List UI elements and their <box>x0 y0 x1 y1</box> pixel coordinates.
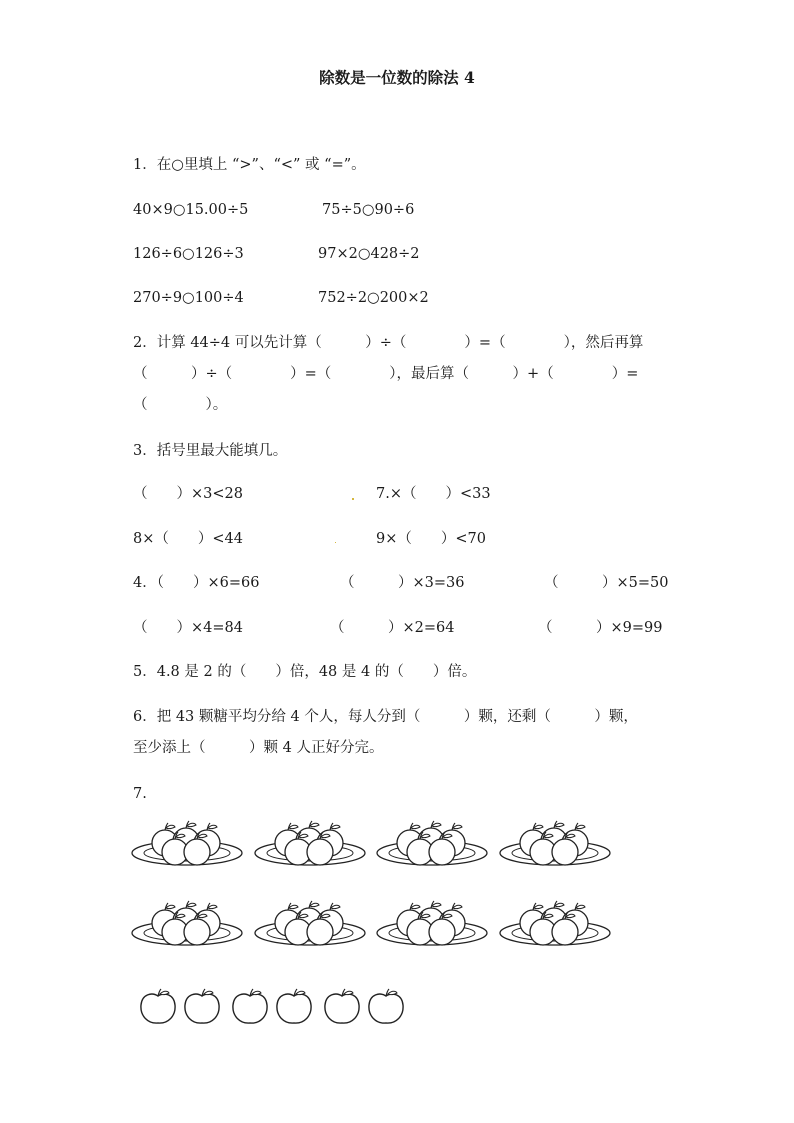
stray-mark <box>352 498 354 500</box>
q6-line1: 6．把 43 颗糖平均分给 4 个人，每人分到（ ）颗，还剩（ ）颗， <box>133 709 638 725</box>
stray-mark <box>335 542 336 543</box>
q4-row2-c: （ ）×9=99 <box>538 620 663 636</box>
q1-row1-right: 75÷5○90÷6 <box>322 202 415 218</box>
q2-line3: （ ）。 <box>133 397 228 413</box>
q1-heading: 1．在○里填上 “>”、“<” 或 “=”。 <box>133 157 366 173</box>
q1-row2-right: 97×2○428÷2 <box>318 246 420 262</box>
apple-plate <box>377 821 487 865</box>
apple <box>369 989 403 1023</box>
q5-text: 5．4.8 是 2 的（ ）倍，48 是 4 的（ ）倍。 <box>133 664 477 680</box>
apple <box>277 989 311 1023</box>
q2-line1: 2．计算 44÷4 可以先计算（ ）÷（ ）=（ ），然后再算 <box>133 335 644 351</box>
apple-plate <box>255 901 365 945</box>
q4-row2-a: （ ）×4=84 <box>133 620 243 636</box>
q1-row3-right: 752÷2○200×2 <box>318 290 429 306</box>
q6-line2: 至少添上（ ）颗 4 人正好分完。 <box>133 740 384 756</box>
q3-row2-right: 9×（ ）<70 <box>376 531 486 547</box>
q3-row2-left: 8×（ ）<44 <box>133 531 243 547</box>
plate-row-1 <box>132 821 610 865</box>
q1-row2-left: 126÷6○126÷3 <box>133 246 244 262</box>
apple-plate <box>255 821 365 865</box>
loose-apples-illustration <box>135 985 415 1035</box>
q3-row1-left: （ ）×3<28 <box>133 486 243 502</box>
plate-row-2 <box>132 901 610 945</box>
q2-line2: （ ）÷（ ）=（ ），最后算（ ）+（ ）= <box>133 366 639 382</box>
apple <box>325 989 359 1023</box>
q4-row1-b: （ ）×3=36 <box>340 575 465 591</box>
apple-plates-illustration <box>130 815 630 965</box>
q3-row1-right: 7.×（ ）<33 <box>376 486 491 502</box>
q7-label: 7. <box>133 786 147 802</box>
q4-row1-c: （ ）×5=50 <box>544 575 669 591</box>
apple <box>141 989 175 1023</box>
apple <box>233 989 267 1023</box>
q1-row3-left: 270÷9○100÷4 <box>133 290 244 306</box>
apple <box>185 989 219 1023</box>
apple-plate <box>132 901 242 945</box>
apple-plate <box>500 901 610 945</box>
q3-heading: 3．括号里最大能填几。 <box>133 443 288 459</box>
worksheet-title: 除数是一位数的除法 4 <box>319 68 475 87</box>
apple-plate <box>500 821 610 865</box>
apple-plate <box>132 821 242 865</box>
q1-row1-left: 40×9○15.00÷5 <box>133 202 249 218</box>
q4-row1-a: 4．（ ）×6=66 <box>133 575 260 591</box>
q4-row2-b: （ ）×2=64 <box>330 620 455 636</box>
apple-plate <box>377 901 487 945</box>
